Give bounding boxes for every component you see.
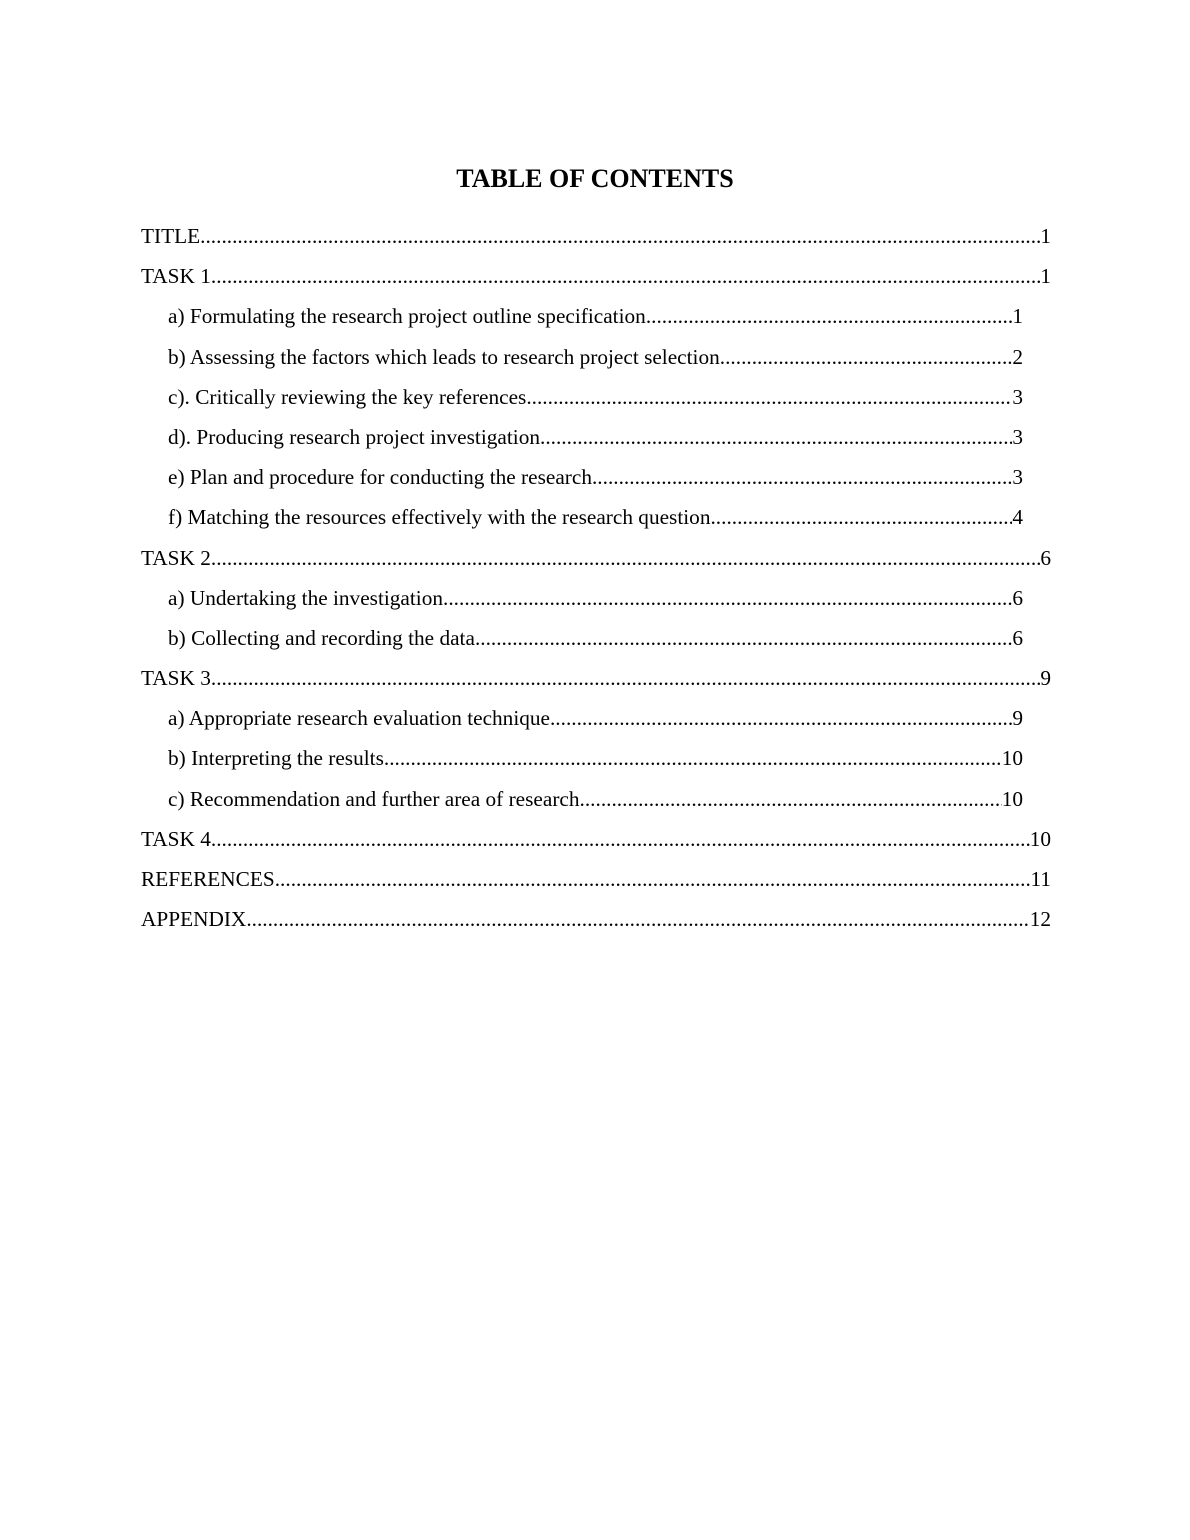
toc-entry[interactable]: [168, 501, 1023, 541]
toc-entry-text: APPENDIX: [141, 907, 247, 932]
toc-entry-text: a) Undertaking the investigation: [168, 585, 444, 610]
toc-dot-leader: [211, 662, 1040, 694]
toc-page-number: 4: [1012, 505, 1023, 530]
toc-entry-text: TASK 2: [141, 545, 211, 570]
toc-dot-leader: [211, 260, 1040, 292]
toc-dot-leader: [246, 903, 1029, 935]
toc-entry-text: TASK 4: [141, 826, 211, 851]
toc-entry[interactable]: [168, 341, 1023, 381]
toc-dot-leader: [592, 461, 1012, 493]
toc-entry-text: TITLE: [141, 224, 201, 248]
toc-entry[interactable]: [141, 863, 1051, 903]
toc-entry[interactable]: [141, 220, 1051, 260]
toc-entry-text: a) Appropriate research evaluation technique: [168, 706, 550, 731]
toc-entry-text: a) Formulating the research project outline specification: [168, 304, 646, 329]
toc-page-number: 6: [1012, 625, 1023, 650]
toc-dot-leader: [580, 783, 1002, 815]
toc-dot-leader: [710, 501, 1012, 533]
toc-entry-text: c) Recommendation and further area of research: [168, 786, 580, 811]
toc-page-number: 9: [1040, 666, 1051, 691]
toc-entry[interactable]: [141, 542, 1051, 582]
toc-dot-leader: [720, 341, 1013, 373]
toc-entry-text: b) Collecting and recording the data: [168, 625, 475, 650]
toc-page-number: 1: [1040, 224, 1051, 248]
toc-entry-text: TASK 1: [141, 264, 211, 289]
toc-entry-text: TASK 3: [141, 666, 211, 691]
toc-page-number: 9: [1012, 706, 1023, 731]
toc-entry[interactable]: [168, 381, 1023, 421]
toc-page-number: 11: [1030, 867, 1051, 891]
toc-dot-leader: [550, 702, 1012, 734]
toc-page-number: 10: [1001, 746, 1023, 771]
toc-entry-text: b) Assessing the factors which leads to research project selection: [168, 344, 720, 369]
toc-entry-text: e) Plan and procedure for conducting the research: [168, 465, 592, 490]
toc-heading: TABLE OF CONTENTS: [456, 164, 734, 193]
toc-entry[interactable]: [168, 702, 1023, 742]
toc-entry[interactable]: [141, 260, 1051, 300]
toc-page-number: 10: [1001, 786, 1023, 811]
toc-dot-leader: [540, 421, 1012, 453]
toc-entry[interactable]: [168, 622, 1023, 662]
toc-page-number: 10: [1029, 826, 1051, 851]
toc-page-number: 2: [1012, 344, 1023, 369]
toc-entry[interactable]: [168, 742, 1023, 782]
toc-page-number: 6: [1040, 545, 1051, 570]
toc-entry[interactable]: [168, 461, 1023, 501]
toc-page-number: 6: [1012, 585, 1023, 610]
toc-entry[interactable]: [141, 662, 1051, 702]
toc-dot-leader: [211, 542, 1040, 574]
toc-page-number: 3: [1012, 384, 1023, 409]
toc-dot-leader: [526, 381, 1012, 413]
toc-dot-leader: [475, 622, 1012, 654]
toc-dot-leader: [443, 582, 1012, 614]
toc-entry[interactable]: [141, 903, 1051, 943]
toc-entry[interactable]: [168, 783, 1023, 823]
toc-list: [0, 220, 1190, 943]
toc-page-number: 12: [1029, 907, 1051, 932]
toc-page-number: 3: [1012, 465, 1023, 490]
toc-dot-leader: [384, 742, 1002, 774]
toc-entry[interactable]: [168, 300, 1023, 340]
toc-page-number: 3: [1012, 424, 1023, 449]
toc-entry-text: d). Producing research project investigation: [168, 424, 540, 449]
toc-entry[interactable]: [168, 421, 1023, 461]
toc-entry[interactable]: [141, 823, 1051, 863]
toc-entry-text: c). Critically reviewing the key references: [168, 384, 527, 409]
toc-entry[interactable]: [168, 582, 1023, 622]
toc-dot-leader: [211, 823, 1030, 855]
toc-dot-leader: [275, 863, 1031, 895]
toc-page-number: 1: [1012, 304, 1023, 329]
toc-entry-text: f) Matching the resources effectively with the research question: [168, 505, 711, 530]
toc-entry-text: REFERENCES: [141, 867, 275, 891]
toc-page-number: 1: [1040, 264, 1051, 289]
toc-entry-text: b) Interpreting the results: [168, 746, 384, 771]
toc-dot-leader: [200, 220, 1040, 252]
toc-dot-leader: [646, 300, 1013, 332]
